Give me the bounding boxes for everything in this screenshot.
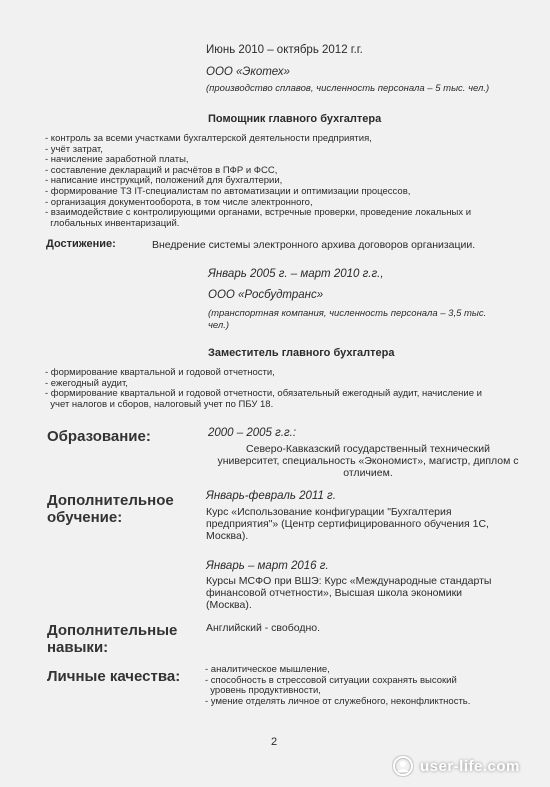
user-life-logo-icon	[392, 755, 414, 777]
skills-title-line: Дополнительные	[47, 622, 178, 639]
list-item: - составление деклараций и расчётов в ПФР и ФСС,	[45, 164, 278, 176]
list-item: - начисление заработной платы,	[45, 154, 189, 166]
list-item: учет налогов и сборов, налоговый учет по ПБУ 18.	[45, 398, 274, 410]
course2-period: Январь – март 2016 г.	[206, 560, 329, 572]
course1-text	[206, 506, 526, 542]
education-line: отличием.	[343, 467, 393, 479]
list-item: - контроль за всеми участками бухгалтерской деятельности предприятия,	[45, 133, 372, 144]
achievement-label: Достижение:	[46, 238, 116, 250]
list-item: - организация документооборота, в том числе электронного,	[45, 196, 313, 208]
additional-training-title-line: Дополнительное	[47, 492, 174, 509]
page-number: 2	[271, 736, 278, 748]
skills-title-line: навыки:	[47, 639, 109, 656]
education-title: Образование:	[47, 428, 151, 445]
job2-role: Заместитель главного бухгалтера	[208, 347, 395, 359]
list-item: - способность в стрессовой ситуации сохранять высокий	[205, 674, 457, 686]
job2-period: Январь 2005 г. – март 2010 г.г.,	[208, 268, 384, 280]
list-item: уровень продуктивности,	[205, 685, 321, 697]
education-line: Северо-Кавказский государственный технический	[246, 443, 490, 455]
course1-line: предприятия"» (Центр сертифицированного обучения 1С,	[206, 518, 489, 530]
education-text	[208, 443, 528, 479]
job2-note-line2: чел.)	[208, 320, 230, 331]
list-item: - формирование ТЗ IT-специалистам по автоматизации и оптимизации процессов,	[45, 185, 411, 197]
job1-role: Помощник главного бухгалтера	[208, 113, 382, 125]
list-item: - взаимодействие с контролирующими органами, встречные проверки, проведение локальных и	[45, 207, 472, 219]
skills-text: Английский - свободно.	[206, 622, 321, 634]
list-item: - написание инструкций, положений для бухгалтерии,	[45, 175, 283, 187]
course2-line: финансовой отчетности», Высшая школа экономики	[206, 587, 463, 599]
list-item: - формирование квартальной и годовой отчетности,	[45, 367, 275, 378]
course2-line: Курсы МСФО при ВШЭ: Курс «Международные стандарты	[206, 575, 492, 587]
list-item: - формирование квартальной и годовой отчетности, обязательный ежегодный аудит, начисление и	[45, 388, 482, 400]
list-item: - аналитическое мышление,	[205, 664, 330, 675]
course2-text	[206, 575, 526, 611]
job1-company: ООО «Экотех»	[206, 66, 290, 78]
job1-period: Июнь 2010 – октябрь 2012 г.г.	[206, 44, 363, 56]
watermark	[392, 755, 520, 777]
list-item: - учёт затрат,	[45, 143, 103, 155]
personal-qualities-title: Личные качества:	[47, 668, 181, 685]
job1-note: (производство сплавов, численность персонала – 5 тыс. чел.)	[206, 83, 490, 94]
job2-note-line1: (транспортная компания, численность персонала – 3,5 тыс.	[208, 308, 487, 319]
personal-qualities-list	[205, 665, 525, 707]
course1-period: Январь-февраль 2011 г.	[206, 490, 336, 502]
list-item: - умение отделять личное от служебного, неконфликтность.	[205, 695, 471, 707]
list-item: - ежегодный аудит,	[45, 377, 128, 389]
job1-duties-list	[45, 134, 505, 229]
course1-line: Москва).	[206, 530, 249, 542]
education-line: университет, специальность «Экономист», магистр, диплом с	[217, 455, 519, 467]
additional-training-title-line: обучение:	[47, 509, 123, 526]
education-period: 2000 – 2005 г.г.:	[208, 427, 297, 439]
watermark-text: user-life.com	[420, 757, 520, 775]
job2-duties-list	[45, 368, 505, 410]
list-item: глобальных инвентаризаций.	[45, 217, 180, 229]
additional-training-title	[47, 492, 174, 526]
course2-line: (Москва).	[206, 599, 252, 611]
skills-title	[47, 622, 177, 656]
achievement-text: Внедрение системы электронного архива договоров организации.	[152, 239, 476, 251]
job2-company: ООО «Росбудтранс»	[208, 289, 324, 301]
course1-line: Курс «Использование конфигурации "Бухгалтерия	[206, 506, 452, 518]
